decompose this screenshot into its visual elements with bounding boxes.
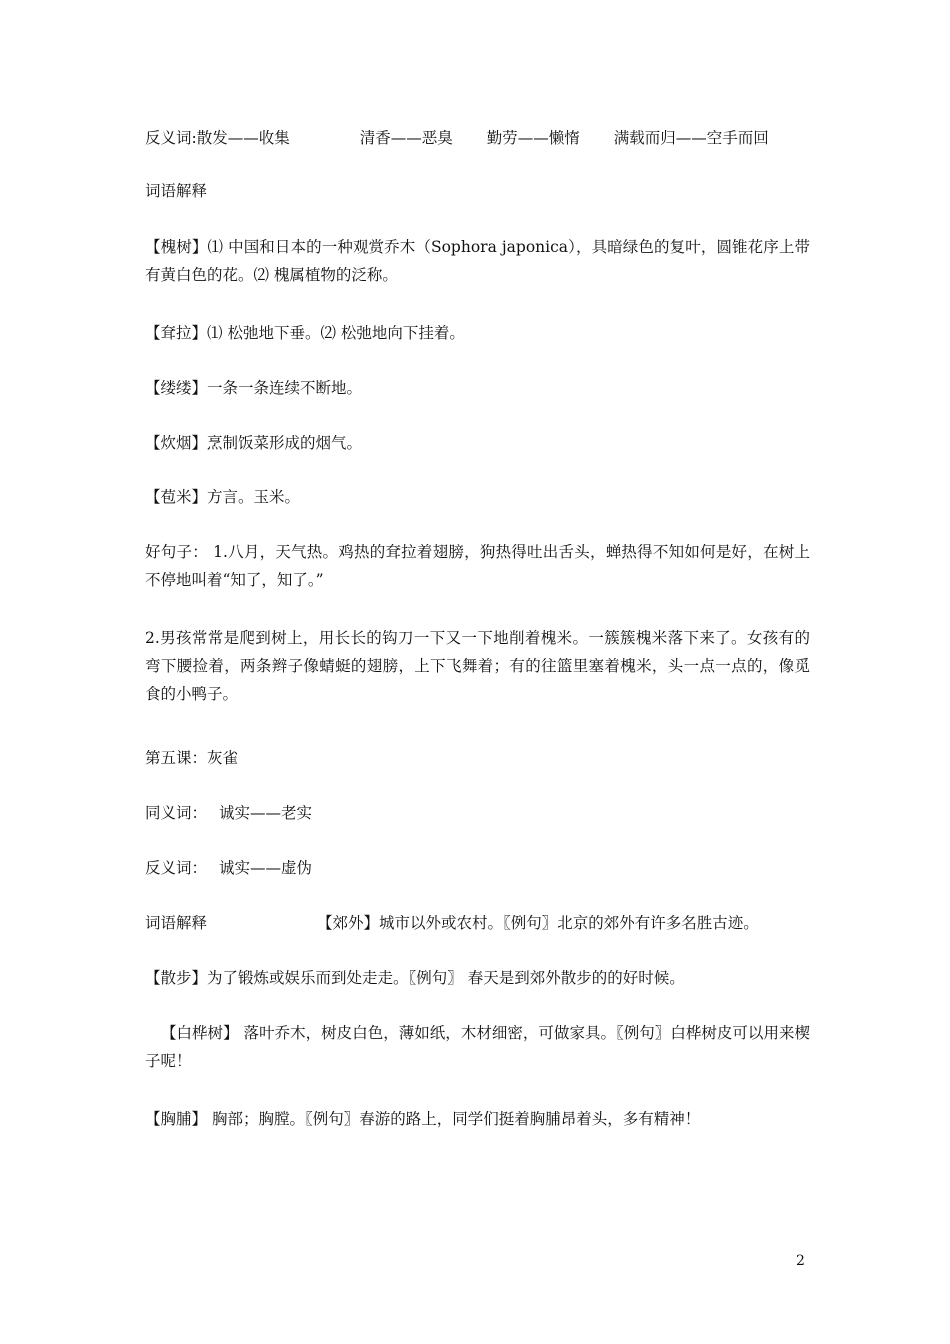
- definition-text: ⑴ 松弛地下垂。⑵ 松弛地向下挂着。: [207, 324, 465, 342]
- definition-text: 胸部；胸膛。〖例句〗春游的路上，同学们挺着胸脯昂着头，多有精神！: [207, 1110, 701, 1128]
- definition-term: 【苞米】: [145, 488, 208, 506]
- definition-baomi: [145, 483, 815, 511]
- vocab-heading: 词语解释: [145, 182, 208, 200]
- antonyms-line: [145, 124, 815, 152]
- vocab-heading: 词语解释: [145, 914, 208, 932]
- antonym-label: 反义词：: [145, 859, 208, 877]
- definition-text: ⑴ 中国和日本的一种观赏乔木（Sophora japonica），具暗绿色的复叶，圆锥花序上带有黄白色的花。⑵ 槐属植物的泛称。: [145, 238, 810, 284]
- page-number: 2: [796, 1253, 805, 1269]
- definition-term: 【缕缕】: [145, 379, 208, 397]
- definition-term: 【耷拉】: [145, 324, 208, 342]
- definition-huaishu: [145, 233, 810, 289]
- lesson-title: 第五课：灰雀: [145, 749, 239, 767]
- good-sentence-1: [145, 538, 810, 594]
- antonym-pair: 散发——收集: [196, 129, 290, 147]
- definition-xiongpu: [145, 1105, 815, 1133]
- synonym-line: [145, 799, 815, 827]
- good-sentence-2: 2.男孩常常是爬到树上，用长长的钩刀一下又一下地削着槐米。一簇簇槐米落下来了。女孩有的弯下腰捡着，两条辫子像蜻蜓的翅膀，上下飞舞着；有的往篮里塞着槐米，头一点一点的，像觅食的小鸭子。: [145, 629, 810, 703]
- definition-dala: [145, 319, 815, 347]
- definition-text: 一条一条连续不断地。: [207, 379, 363, 397]
- synonym-label: 同义词：: [145, 804, 208, 822]
- definition-term: 【散步】: [145, 969, 208, 987]
- definition-baihuashu: [145, 1019, 810, 1075]
- definition-text: 为了锻炼或娱乐而到处走走。〖例句〗 春天是到郊外散步的的好时候。: [207, 969, 685, 987]
- definition-text: 方言。玉米。: [207, 488, 301, 506]
- definition-term: 【槐树】: [145, 238, 208, 256]
- synonym-pair: 诚实——老实: [219, 804, 313, 822]
- antonym-pair: 诚实——虚伪: [219, 859, 313, 877]
- definition-text: 城市以外或农村。〖例句〗北京的郊外有许多名胜古迹。: [379, 914, 759, 932]
- sentence-text: 1.八月，天气热。鸡热的耷拉着翅膀，狗热得吐出舌头，蝉热得不知如何是好，在树上不停地叫着“知了，知了。”: [145, 543, 810, 589]
- definition-sanbu: [145, 964, 815, 992]
- definition-lvlv: [145, 374, 815, 402]
- definition-text: 烹制饭菜形成的烟气。: [207, 434, 363, 452]
- good-sentences-label: 好句子：: [145, 543, 208, 561]
- definition-text: 落叶乔木，树皮白色，薄如纸，木材细密，可做家具。〖例句〗白桦树皮可以用来楔子呢！: [145, 1024, 810, 1070]
- definition-chuiyan: [145, 429, 815, 457]
- vocab-line-jiaowai: [145, 909, 815, 937]
- antonym-pair: 勤劳——懒惰: [486, 129, 580, 147]
- definition-term: 【胸脯】: [145, 1110, 208, 1128]
- definition-term: 【炊烟】: [145, 434, 208, 452]
- definition-term: 【郊外】: [317, 914, 380, 932]
- antonyms-label: 反义词:: [145, 129, 197, 147]
- definition-term: 【白桦树】: [161, 1024, 239, 1042]
- antonym-pair: 清香——恶臭: [359, 129, 453, 147]
- antonym-pair: 满载而归——空手而回: [613, 129, 769, 147]
- antonym-line: [145, 854, 815, 882]
